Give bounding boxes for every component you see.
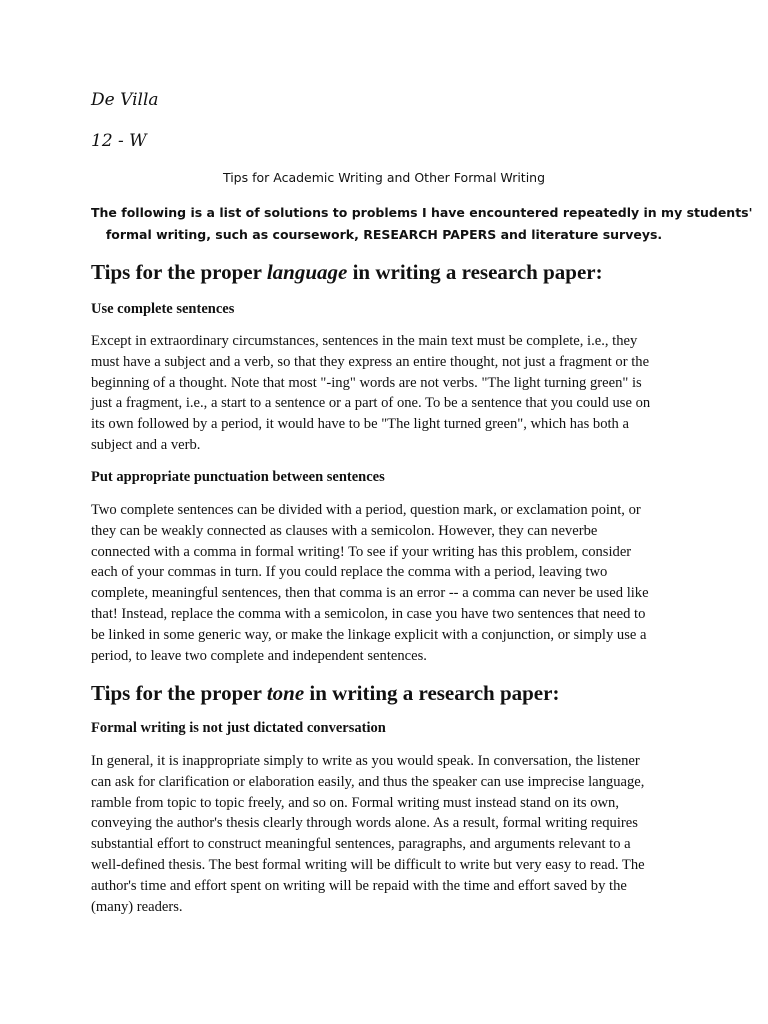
subheading-complete-sentences: Use complete sentences — [91, 301, 235, 317]
paragraph-line: In general, it is inappropriate simply to write as you would speak. In conversation, the listener — [91, 753, 640, 769]
tone-section-heading — [91, 680, 691, 706]
document-title: Tips for Academic Writing and Other Formal Writing — [222, 170, 546, 185]
class-section: 12 - W — [91, 131, 147, 151]
author-name: De Villa — [91, 90, 159, 110]
heading-text: in writing a research paper: — [347, 260, 603, 284]
paragraph-line: just a fragment, i.e., a start to a sentence or a part of one. To be a sentence that you could use on — [91, 395, 651, 412]
paragraph-punctuation — [91, 500, 681, 666]
intro-line: formal writing, such as coursework, RESEARCH PAPERS and literature surveys. — [105, 227, 663, 242]
heading-text: in writing a research paper: — [304, 681, 560, 705]
paragraph-line: each of your commas in turn. If you could replace the comma with a period, leaving two — [91, 564, 608, 581]
paragraph-line: Except in extraordinary circumstances, sentences in the main text must be complete, i.e., they — [91, 333, 638, 349]
paragraph-line: conveying the author's thesis clearly through words alone. As a result, formal writing requires — [91, 815, 638, 832]
paragraph-line: they can be weakly connected as clauses with a semicolon. However, they can neverbe — [91, 522, 598, 539]
subheading-formal-writing: Formal writing is not just dictated conversation — [91, 720, 386, 736]
paragraph-line: author's time and effort spent on writing will be repaid with the time and effort saved by the — [91, 877, 627, 894]
paragraph-line: that! Instead, replace the comma with a semicolon, in case you have two sentences that need to — [91, 605, 646, 622]
paragraph-line: subject and a verb. — [91, 436, 201, 453]
paragraph-complete-sentences — [91, 331, 681, 456]
paragraph-line: its own followed by a period, it would have to be "The light turned green", which has both a — [91, 416, 629, 433]
paragraph-line: ramble from topic to topic freely, and so on. Formal writing must instead stand on its own, — [91, 794, 619, 811]
paragraph-line: period, to leave two complete and independent sentences. — [91, 647, 427, 664]
paragraph-line: complete, meaningful sentences, then that comma is an error -- a comma can never be used like — [91, 585, 649, 602]
paragraph-line: (many) readers. — [91, 898, 183, 915]
paragraph-line: Two complete sentences can be divided with a period, question mark, or exclamation point, or — [91, 502, 641, 518]
paragraph-line: can ask for clarification or elaboration easily, and thus the speaker can use imprecise language, — [91, 773, 645, 790]
language-section-heading — [91, 259, 691, 285]
intro-paragraph — [91, 202, 753, 246]
paragraph-formal-writing — [91, 751, 681, 917]
heading-text: Tips for the proper — [91, 260, 267, 284]
paragraph-line: well-defined thesis. The best formal writing will be difficult to write but very easy to read. The — [91, 856, 645, 873]
paragraph-line: beginning of a thought. Note that most "-ing" words are not verbs. "The light turning green" is — [91, 374, 642, 391]
heading-text: Tips for the proper — [91, 681, 267, 705]
heading-emphasis: language — [266, 260, 348, 284]
subheading-punctuation: Put appropriate punctuation between sentences — [91, 469, 385, 485]
paragraph-line: must have a subject and a verb, so that they express an entire thought, not just a fragment or the — [91, 353, 650, 370]
paragraph-line: substantial effort to construct meaningful sentences, paragraphs, and arguments relevant to a — [91, 836, 631, 853]
paragraph-line: be linked in some generic way, or make the linkage explicit with a conjunction, or simply use a — [91, 626, 647, 643]
paragraph-line: connected with a comma in formal writing! To see if your writing has this problem, consider — [91, 543, 632, 560]
heading-emphasis: tone — [266, 681, 305, 705]
intro-line: The following is a list of solutions to problems I have encountered repeatedly in my students' — [91, 205, 753, 220]
